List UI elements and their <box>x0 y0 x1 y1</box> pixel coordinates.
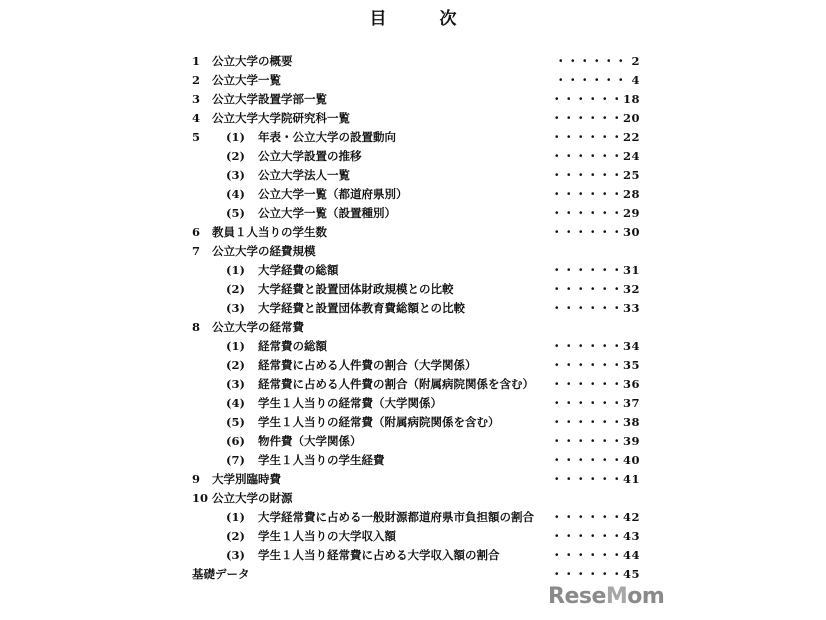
toc-entry-number: 8 <box>192 320 201 334</box>
toc-entry <box>0 432 826 450</box>
toc-page-number: ・・・・・・32 <box>550 282 640 296</box>
toc-entry <box>0 375 826 393</box>
toc-entry <box>0 204 826 222</box>
toc-entry-number: 9 <box>192 472 201 486</box>
toc-page-number: ・・・・・・31 <box>550 263 640 277</box>
toc-entry <box>0 318 826 336</box>
toc-page-number: ・・・・・・45 <box>550 567 640 581</box>
toc-entry <box>0 508 826 526</box>
toc-entry-label: 公立大学設置の推移 <box>258 149 362 163</box>
toc-entry <box>0 280 826 298</box>
toc-page-number: ・・・・・・33 <box>550 301 640 315</box>
toc-entry <box>0 52 826 70</box>
toc-subentry-number: (1) <box>226 510 245 524</box>
toc-entry-label: 学生１人当りの経常費（大学関係） <box>258 396 442 410</box>
toc-entry <box>0 413 826 431</box>
toc-page-number: ・・・・・・40 <box>550 453 640 467</box>
toc-entry-number: 7 <box>192 244 201 258</box>
toc-subentry-number: (6) <box>226 434 245 448</box>
toc-page-number: ・・・・・・38 <box>550 415 640 429</box>
toc-entry-number: 5 <box>192 130 201 144</box>
toc-entry <box>0 489 826 507</box>
page-title: 目 次 <box>369 9 475 29</box>
toc-page-number: ・・・・・・22 <box>550 130 640 144</box>
toc-entry-label: 公立大学一覧 <box>212 73 281 87</box>
toc-page-number: ・・・・・・28 <box>550 187 640 201</box>
toc-entry-number: 6 <box>192 225 201 239</box>
toc-entry <box>0 565 826 583</box>
toc-entry <box>0 527 826 545</box>
toc-page-number: ・・・・・・25 <box>550 168 640 182</box>
toc-page-number: ・・・・・・44 <box>550 548 640 562</box>
toc-entry <box>0 166 826 184</box>
toc-subentry-number: (7) <box>226 453 245 467</box>
toc-page-number: ・・・・・・30 <box>550 225 640 239</box>
toc-entry-label: 経常費に占める人件費の割合（大学関係） <box>258 358 477 372</box>
toc-entry-number: 3 <box>192 92 201 106</box>
toc-subentry-number: (1) <box>226 263 245 277</box>
toc-entry-label: 経常費の総額 <box>258 339 327 353</box>
toc-entry-label: 経常費に占める人件費の割合（附属病院関係を含む） <box>258 377 534 391</box>
toc-entry <box>0 147 826 165</box>
toc-page-number: ・・・・・・35 <box>550 358 640 372</box>
toc-entry <box>0 470 826 488</box>
toc-entry <box>0 128 826 146</box>
toc-page-number: ・・・・・・36 <box>550 377 640 391</box>
toc-entry-label: 公立大学の経費規模 <box>212 244 316 258</box>
toc-subentry-number: (1) <box>226 339 245 353</box>
toc-entry-label: 公立大学一覧（設置種別） <box>258 206 396 220</box>
toc-entry-label: 物件費（大学関係） <box>258 434 362 448</box>
toc-entry <box>0 451 826 469</box>
toc-entry-number: 1 <box>192 54 201 68</box>
toc-entry <box>0 71 826 89</box>
toc-page-number: ・・・・・・34 <box>550 339 640 353</box>
toc-subentry-number: (3) <box>226 301 245 315</box>
toc-entry <box>0 223 826 241</box>
toc-subentry-number: (3) <box>226 548 245 562</box>
toc-entry-label: 学生１人当りの大学収入額 <box>258 529 396 543</box>
toc-entry-label: 大学経費の総額 <box>258 263 339 277</box>
toc-page-number: ・・・・・・43 <box>550 529 640 543</box>
toc-entry-label: 大学経費と設置団体教育費総額との比較 <box>258 301 465 315</box>
toc-subentry-number: (1) <box>226 130 245 144</box>
toc-subentry-number: (5) <box>226 415 245 429</box>
toc-entry-label: 公立大学法人一覧 <box>258 168 350 182</box>
toc-entry-label: 公立大学設置学部一覧 <box>212 92 327 106</box>
toc-entry-label: 公立大学の財源 <box>212 491 293 505</box>
toc-entry-label: 公立大学の概要 <box>212 54 293 68</box>
toc-entry <box>0 394 826 412</box>
toc-page-number: ・・・・・・ 2 <box>554 54 640 68</box>
toc-entry <box>0 261 826 279</box>
toc-page-number: ・・・・・・37 <box>550 396 640 410</box>
toc-entry-label: 公立大学大学院研究科一覧 <box>212 111 350 125</box>
toc-entry-label: 年表・公立大学の設置動向 <box>258 130 396 144</box>
toc-entry-number: 2 <box>192 73 201 87</box>
toc-entry-label: 基礎データ <box>192 567 250 581</box>
toc-entry <box>0 356 826 374</box>
toc-subentry-number: (3) <box>226 377 245 391</box>
toc-subentry-number: (4) <box>226 187 245 201</box>
toc-entry-label: 公立大学の経常費 <box>212 320 304 334</box>
toc-subentry-number: (2) <box>226 282 245 296</box>
toc-entry <box>0 109 826 127</box>
toc-entry-label: 大学別臨時費 <box>212 472 281 486</box>
toc-subentry-number: (2) <box>226 529 245 543</box>
toc-entry-number: 4 <box>192 111 201 125</box>
toc-entry <box>0 337 826 355</box>
toc-entry-label: 大学経費と設置団体財政規模との比較 <box>258 282 454 296</box>
toc-subentry-number: (4) <box>226 396 245 410</box>
toc-subentry-number: (5) <box>226 206 245 220</box>
toc-entry-label: 学生１人当りの学生経費 <box>258 453 385 467</box>
toc-page-number: ・・・・・・39 <box>550 434 640 448</box>
toc-entry-label: 学生１人当りの経常費（附属病院関係を含む） <box>258 415 500 429</box>
toc-subentry-number: (2) <box>226 358 245 372</box>
toc-subentry-number: (2) <box>226 149 245 163</box>
toc-entry <box>0 546 826 564</box>
toc-entry <box>0 299 826 317</box>
toc-entry-label: 教員１人当りの学生数 <box>212 225 327 239</box>
toc-page-number: ・・・・・・20 <box>550 111 640 125</box>
toc-page-number: ・・・・・・42 <box>550 510 640 524</box>
toc-page-number: ・・・・・・29 <box>550 206 640 220</box>
toc-page-number: ・・・・・・18 <box>550 92 640 106</box>
toc-subentry-number: (3) <box>226 168 245 182</box>
toc-page-number: ・・・・・・24 <box>550 149 640 163</box>
toc-page-number: ・・・・・・41 <box>550 472 640 486</box>
toc-entry <box>0 242 826 260</box>
toc-page-number: ・・・・・・ 4 <box>554 73 640 87</box>
toc-entry <box>0 185 826 203</box>
toc-entry-label: 大学経常費に占める一般財源都道府県市負担額の割合 <box>258 510 534 524</box>
toc-entry-number: 10 <box>192 491 209 505</box>
resemom-watermark-logo: ReseMom <box>548 584 665 609</box>
toc-entry-label: 公立大学一覧（都道府県別） <box>258 187 408 201</box>
toc-entry <box>0 90 826 108</box>
toc-entry-label: 学生１人当り経常費に占める大学収入額の割合 <box>258 548 500 562</box>
